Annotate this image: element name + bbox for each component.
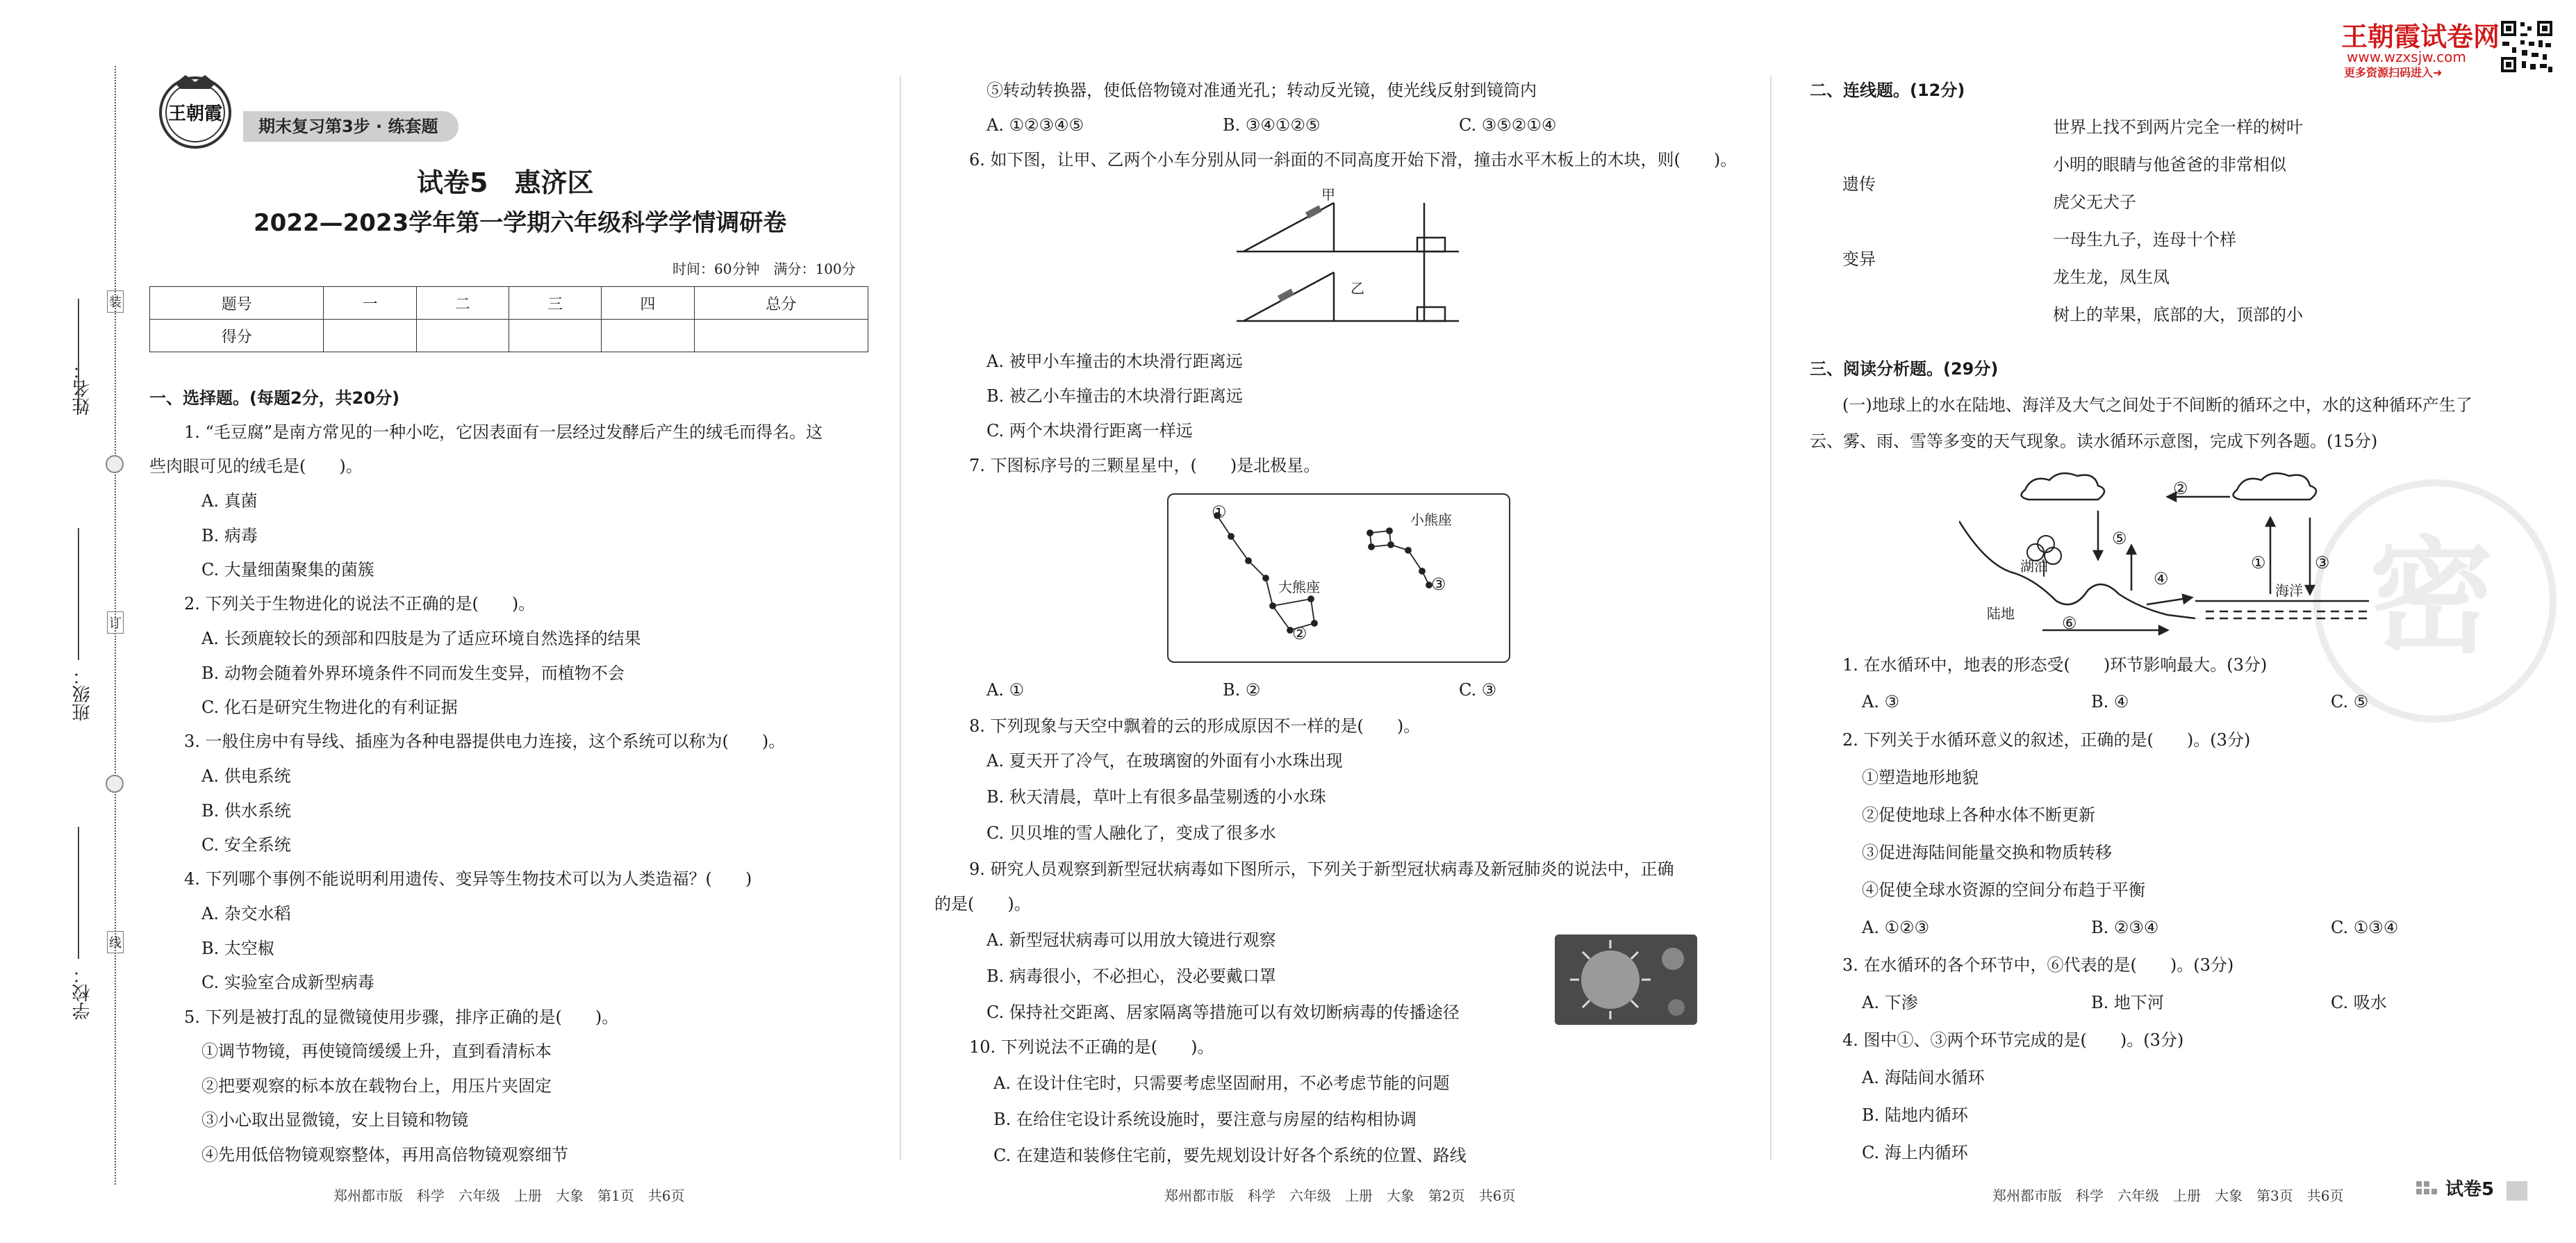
- section-2-title: 二、连线题。(12分): [1810, 81, 1965, 100]
- footer-page-2: 郑州都市版 科学 六年级 上册 大象 第2页 共6页: [1164, 1187, 1516, 1204]
- question-10: 10. 下列说法不正确的是( )。: [969, 1037, 1214, 1057]
- question-8: 8. 下列现象与天空中飘着的云的形成原因不一样的是( )。: [969, 716, 1421, 736]
- match-right-item: 小明的眼睛与他爸爸的非常相似: [2053, 155, 2286, 174]
- seal-label-1: 装: [107, 290, 124, 313]
- question-4: 4. 下列哪个事例不能说明利用遗传、变异等生物技术可以为人类造福？( ): [184, 869, 752, 889]
- score-cell[interactable]: [509, 320, 601, 352]
- r3-option-a[interactable]: A. 下渗: [1862, 993, 1918, 1012]
- question-7: 7. 下图标序号的三颗星星中，( )是北极星。: [969, 456, 1321, 475]
- star-marker-2: ②: [1292, 624, 1307, 643]
- r1-option-b[interactable]: B. ④: [2091, 692, 2129, 711]
- score-table-header-row: [150, 287, 868, 320]
- series-label: 期末复习第3步 · 练套题: [258, 117, 438, 136]
- exam-meta: 时间：60分钟 满分：100分: [672, 261, 856, 277]
- q9-option-c[interactable]: C. 保持社交距离、居家隔离等措施可以有效切断病毒的传播途径: [986, 1003, 1460, 1022]
- fig-label-lake: 湖泊: [2020, 558, 2048, 575]
- fig-marker-4: ④: [2154, 569, 2169, 588]
- footer-tab-marker: [2507, 1181, 2527, 1201]
- r2-statement-2: ②促使地球上各种水体不断更新: [1862, 805, 2095, 825]
- q6-option-a[interactable]: A. 被甲小车撞击的木块滑行距离远: [986, 352, 1243, 371]
- q10-option-a[interactable]: A. 在设计住宅时，只需要考虑坚固耐用，不必考虑节能的问题: [993, 1073, 1450, 1093]
- fig-marker-1: ①: [2251, 553, 2266, 573]
- q7-option-c[interactable]: C. ③: [1459, 680, 1497, 700]
- fig-marker-6: ⑥: [2062, 614, 2077, 633]
- virus-image: [1555, 935, 1697, 1025]
- q4-option-c[interactable]: C. 实验室合成新型病毒: [201, 973, 374, 992]
- q8-option-a[interactable]: A. 夏天开了冷气，在玻璃窗的外面有小水珠出现: [986, 751, 1343, 771]
- school-field[interactable]: [78, 827, 79, 959]
- qr-code-icon[interactable]: [2500, 19, 2554, 74]
- q9-option-b[interactable]: B. 病毒很小，不必担心，没必要戴口罩: [986, 966, 1276, 986]
- q6-option-c[interactable]: C. 两个木块滑行距离一样远: [986, 421, 1193, 441]
- r3-option-b[interactable]: B. 地下河: [2091, 993, 2164, 1012]
- q5-option-b[interactable]: B. ③④①②⑤: [1223, 115, 1321, 135]
- r3-option-c[interactable]: C. 吸水: [2331, 993, 2387, 1012]
- fig-marker-3: ③: [2315, 553, 2330, 573]
- question-5: 5. 下列是被打乱的显微镜使用步骤，排序正确的是( )。: [184, 1007, 619, 1027]
- q3-option-b[interactable]: B. 供水系统: [201, 801, 291, 821]
- score-table-header: 题号: [150, 287, 324, 320]
- star-marker-3: ③: [1431, 575, 1446, 594]
- question-9-cont: 的是( )。: [934, 894, 1031, 914]
- q2-option-a[interactable]: A. 长颈鹿较长的颈部和四肢是为了适应环境自然选择的结果: [201, 629, 641, 648]
- grid-dots-icon: [2416, 1181, 2437, 1199]
- q6-option-b[interactable]: B. 被乙小车撞击的木块滑行距离远: [986, 386, 1243, 406]
- fig-marker-2: ②: [2173, 479, 2188, 498]
- incline-ramp-diagram: [1237, 182, 1459, 335]
- q8-option-b[interactable]: B. 秋天清晨，草叶上有很多晶莹剔透的小水珠: [986, 787, 1326, 807]
- reading-question-1: 1. 在水循环中，地表的形态受( )环节影响最大。(3分): [1842, 655, 2268, 675]
- match-right-item: 龙生龙，凤生凤: [2053, 267, 2170, 287]
- exam-title: 试卷5 惠济区: [417, 167, 594, 198]
- section-1-title: 一、选择题。(每题2分，共20分): [149, 388, 400, 408]
- q5-option-a[interactable]: A. ①②③④⑤: [986, 115, 1084, 135]
- score-table-header: 二: [416, 287, 509, 320]
- name-label: 姓名：: [72, 361, 93, 415]
- r2-option-a[interactable]: A. ①②③: [1862, 918, 1930, 937]
- q4-option-b[interactable]: B. 太空椒: [201, 939, 274, 958]
- question-1-cont: 些肉眼可见的绒毛是( )。: [149, 456, 363, 476]
- reading-question-4: 4. 图中①、③两个环节完成的是( )。(3分): [1842, 1030, 2184, 1050]
- match-left-variation: 变异: [1842, 249, 1876, 269]
- q5-step-5: ⑤转动转换器，使低倍物镜对准通光孔；转动反光镜，使光线反射到镜筒内: [986, 81, 1537, 100]
- q10-option-b[interactable]: B. 在给住宅设计系统设施时，要注意与房屋的结构相协调: [993, 1110, 1417, 1129]
- score-cell[interactable]: [324, 320, 416, 352]
- score-table-score-row: [150, 320, 868, 352]
- label-ursa-minor: 小熊座: [1410, 511, 1452, 528]
- fig-label-land: 陆地: [1987, 605, 2015, 622]
- footer-exam-tag: 试卷5: [2445, 1179, 2495, 1200]
- binding-hole-1: [106, 455, 124, 473]
- seal-label-2: 订: [107, 611, 124, 634]
- column-separator-1: [900, 76, 901, 1160]
- question-6: 6. 如下图，让甲、乙两个小车分别从同一斜面的不同高度开始下滑，撞击水平木板上的木块，则( )。: [969, 150, 1737, 170]
- fig-label-sea: 海洋: [2275, 582, 2303, 599]
- q3-option-a[interactable]: A. 供电系统: [201, 766, 291, 786]
- column-separator-2: [1770, 76, 1772, 1160]
- r2-statement-1: ①塑造地形地貌: [1862, 768, 1979, 787]
- score-cell[interactable]: [416, 320, 509, 352]
- match-right-item: 树上的苹果，底部的大，顶部的小: [2053, 305, 2303, 324]
- reading-question-3: 3. 在水循环的各个环节中，⑥代表的是( )。(3分): [1842, 955, 2234, 975]
- water-cycle-diagram: [1959, 469, 2369, 639]
- question-9: 9. 研究人员观察到新型冠状病毒如下图所示，下列关于新型冠状病毒及新冠肺炎的说法中，正确: [969, 859, 1674, 879]
- svg-text:王朝霞: 王朝霞: [167, 104, 223, 124]
- match-left-heredity: 遗传: [1842, 174, 1876, 194]
- seal-label-3: 线: [107, 931, 124, 953]
- watermark-url[interactable]: www.wzxsjw.com: [2347, 49, 2466, 65]
- reading-intro-line-1: (一)地球上的水在陆地、海洋及大气之间处于不间断的循环之中，水的这种循环产生了: [1842, 395, 2472, 415]
- watermark-tagline: 更多资源扫码进入➜: [2344, 66, 2443, 79]
- score-table-header: 一: [324, 287, 416, 320]
- question-3: 3. 一般住房中有导线、插座为各种电器提供电力连接，这个系统可以称为( )。: [184, 732, 786, 751]
- r1-option-c[interactable]: C. ⑤: [2331, 692, 2369, 711]
- q5-step-4: ④先用低倍物镜观察整体，再用高倍物镜观察细节: [201, 1145, 568, 1164]
- ramp-label-jia: 甲: [1321, 186, 1335, 203]
- r2-statement-3: ③促进海陆间能量交换和物质转移: [1862, 843, 2112, 862]
- q2-option-c[interactable]: C. 化石是研究生物进化的有利证据: [201, 698, 458, 717]
- score-row-label: 得分: [150, 320, 324, 352]
- score-table-header: 四: [602, 287, 694, 320]
- score-table-header: 三: [509, 287, 601, 320]
- match-right-item: 虎父无犬子: [2053, 192, 2136, 212]
- footer-page-3: 郑州都市版 科学 六年级 上册 大象 第3页 共6页: [1992, 1187, 2344, 1204]
- r4-option-b[interactable]: B. 陆地内循环: [1862, 1105, 1968, 1125]
- q10-option-c[interactable]: C. 在建造和装修住宅前，要先规划设计好各个系统的位置、路线: [993, 1146, 1467, 1165]
- score-table: [149, 286, 868, 352]
- r2-statement-4: ④促使全球水资源的空间分布趋于平衡: [1862, 880, 2145, 900]
- r1-option-a[interactable]: A. ③: [1862, 692, 1900, 711]
- class-field[interactable]: [78, 528, 79, 660]
- question-2: 2. 下列关于生物进化的说法不正确的是( )。: [184, 594, 536, 614]
- q2-option-b[interactable]: B. 动物会随着外界环境条件不同而发生变异，而植物不会: [201, 664, 625, 683]
- match-right-item: 一母生九子，连母十个样: [2053, 230, 2236, 249]
- brand-logo-icon: [154, 69, 236, 151]
- exam-subtitle: 2022—2023学年第一学期六年级科学学情调研卷: [254, 209, 787, 237]
- ramp-label-yi: 乙: [1351, 280, 1364, 297]
- r4-option-c[interactable]: C. 海上内循环: [1862, 1143, 1968, 1162]
- section-3-title: 三、阅读分析题。(29分): [1810, 359, 1999, 379]
- binding-hole-2: [106, 775, 124, 793]
- school-label: 学校：: [72, 966, 93, 1020]
- watermark-brand: 王朝霞试卷网: [2341, 22, 2500, 52]
- question-1: 1. “毛豆腐”是南方常见的一种小吃，它因表面有一层经过发酵后产生的绒毛而得名。这: [184, 422, 823, 442]
- q1-option-b[interactable]: B. 病毒: [201, 526, 258, 545]
- q9-option-a[interactable]: A. 新型冠状病毒可以用放大镜进行观察: [986, 930, 1276, 950]
- class-label: 班级：: [72, 667, 93, 721]
- star-marker-1: ①: [1212, 502, 1227, 522]
- stamp-text: 密: [2369, 524, 2495, 670]
- r2-option-c[interactable]: C. ①③④: [2331, 918, 2399, 937]
- score-cell[interactable]: [602, 320, 694, 352]
- q5-step-3: ③小心取出显微镜，安上目镜和物镜: [201, 1110, 468, 1130]
- q3-option-c[interactable]: C. 安全系统: [201, 835, 291, 855]
- q8-option-c[interactable]: C. 贝贝堆的雪人融化了，变成了很多水: [986, 823, 1276, 843]
- label-ursa-major: 大熊座: [1278, 579, 1320, 595]
- score-table-header: 总分: [694, 287, 868, 320]
- q7-option-b[interactable]: B. ②: [1223, 680, 1261, 700]
- match-right-item: 世界上找不到两片完全一样的树叶: [2053, 117, 2303, 137]
- footer-page-1: 郑州都市版 科学 六年级 上册 大象 第1页 共6页: [333, 1187, 685, 1204]
- r2-option-b[interactable]: B. ②③④: [2091, 918, 2159, 937]
- r4-option-a[interactable]: A. 海陆间水循环: [1862, 1068, 1985, 1087]
- q7-option-a[interactable]: A. ①: [986, 680, 1025, 700]
- reading-intro-line-2: 云、雾、雨、雪等多变的天气现象。读水循环示意图，完成下列各题。(15分): [1810, 431, 2378, 451]
- reading-question-2: 2. 下列关于水循环意义的叙述，正确的是( )。(3分): [1842, 730, 2251, 750]
- q1-option-c[interactable]: C. 大量细菌聚集的菌簇: [201, 560, 374, 579]
- q5-option-c[interactable]: C. ③⑤②①④: [1459, 115, 1557, 135]
- q5-step-1: ①调节物镜，再使镜筒缓缓上升，直到看清标本: [201, 1042, 552, 1061]
- q5-step-2: ②把要观察的标本放在载物台上，用压片夹固定: [201, 1076, 552, 1096]
- fig-marker-5: ⑤: [2112, 529, 2127, 548]
- score-cell[interactable]: [694, 320, 868, 352]
- q1-option-a[interactable]: A. 真菌: [201, 491, 258, 511]
- q4-option-a[interactable]: A. 杂交水稻: [201, 904, 291, 923]
- name-field[interactable]: [78, 299, 79, 410]
- series-badge: [243, 111, 459, 142]
